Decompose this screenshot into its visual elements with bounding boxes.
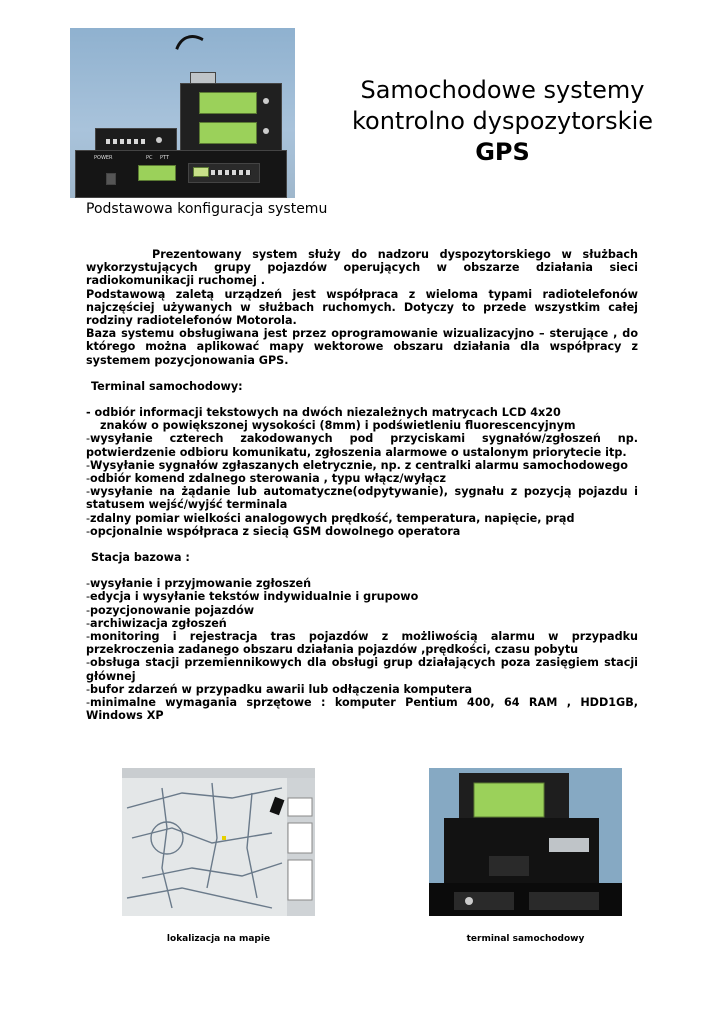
photo-caption: Podstawowa konfiguracja systemu [86,201,328,217]
list-item: -zdalny pomiar wielkości analogowych prędkość, temperatura, napięcie, prąd [86,511,575,525]
title-line-3: GPS [475,138,530,166]
title-line-1: Samochodowe systemy [360,76,645,104]
list-item: -wysyłanie na żądanie lub automatyczne(odpytywanie), sygnału z pozycją pojazdu i statusem wejść/wyjść terminala [86,485,638,512]
map-caption: lokalizacja na mapie [166,934,271,944]
list-item: -wysyłanie i przyjmowanie zgłoszeń [86,577,312,591]
terminal-heading: Terminal samochodowy: [91,379,243,393]
list-item: -wysyłanie czterech zakodowanych pod przyciskami sygnałów/zgłoszeń np. potwierdzenie odbioru komunikatu, zgłoszenia alarmowe o ustalonym priorytecie itp. [86,432,638,459]
list-item: -monitoring i rejestracja tras pojazdów z możliwością alarmu w przypadku przekroczenia zadanego obszaru działania pojazdów ,prędkości, czasu pobytu [86,630,638,657]
ptt-label: PTT [160,155,170,161]
terminal-photo [429,768,622,916]
pc-label: PC [146,155,153,161]
list-item: -odbiór komend zdalnego sterowania , typu włącz/wyłącz [86,472,446,486]
list-item: -Wysyłanie sygnałów zgłaszanych eletrycznie, np. z centralki alarmu samochodowego [86,458,628,472]
map-screenshot [122,768,315,916]
intro-paragraph-2: Podstawową zaletą urządzeń jest współpraca z wieloma typami radiotelefonów najczęściej używanych w służbach ruchomych. Dotyczy to przede wszystkim całej rodziny radiotelefonów Motorola. [86,287,638,328]
intro-paragraph-1: Prezentowany system służy do nadzoru dyspozytorskiego w służbach wykorzystujących grupy pojazdów operujących w obszarze działania sieci radiokomunikacji ruchomej . [86,248,638,288]
document-body [86,248,638,723]
title-line-2: kontrolno dyspozytorskie [351,107,654,135]
list-item: -edycja i wysyłanie tekstów indywidualnie i grupowo [86,590,419,604]
map-graphic [122,768,315,916]
power-label: POWER [94,155,113,161]
terminal-graphic [429,768,622,916]
list-item: -minimalne wymagania sprzętowe : komputer Pentium 400, 64 RAM , HDD1GB, Windows XP [86,696,638,723]
list-item: -opcjonalnie współpraca z siecią GSM dowolnego operatora [86,524,461,538]
terminal-item-1: - odbiór informacji tekstowych na dwóch niezależnych matrycach LCD 4x20 [86,406,561,420]
list-item: -obsługa stacji przemiennikowych dla obsługi grup działających poza zasięgiem stacji głównej [86,656,638,683]
list-item: -pozycjonowanie pojazdów [86,603,255,617]
intro-paragraph-3: Baza systemu obsługiwana jest przez oprogramowanie wizualizacyjno – sterujące , do którego można aplikować mapy wektorowe obszaru działania dla współpracy z systemem pozycjonowania GPS. [86,327,638,367]
list-item: -archiwizacja zgłoszeń [86,616,227,630]
station-heading: Stacja bazowa : [91,551,190,565]
base-unit [75,150,287,198]
page-title [330,75,675,168]
equipment-photo [70,28,295,198]
terminal-caption: terminal samochodowy [466,934,585,944]
list-item: -bufor zdarzeń w przypadku awarii lub odłączenia komputera [86,682,473,696]
terminal-item-1-cont: znaków o powiększonej wysokości (8mm) i podświetleniu fluorescencyjnym [100,419,576,433]
